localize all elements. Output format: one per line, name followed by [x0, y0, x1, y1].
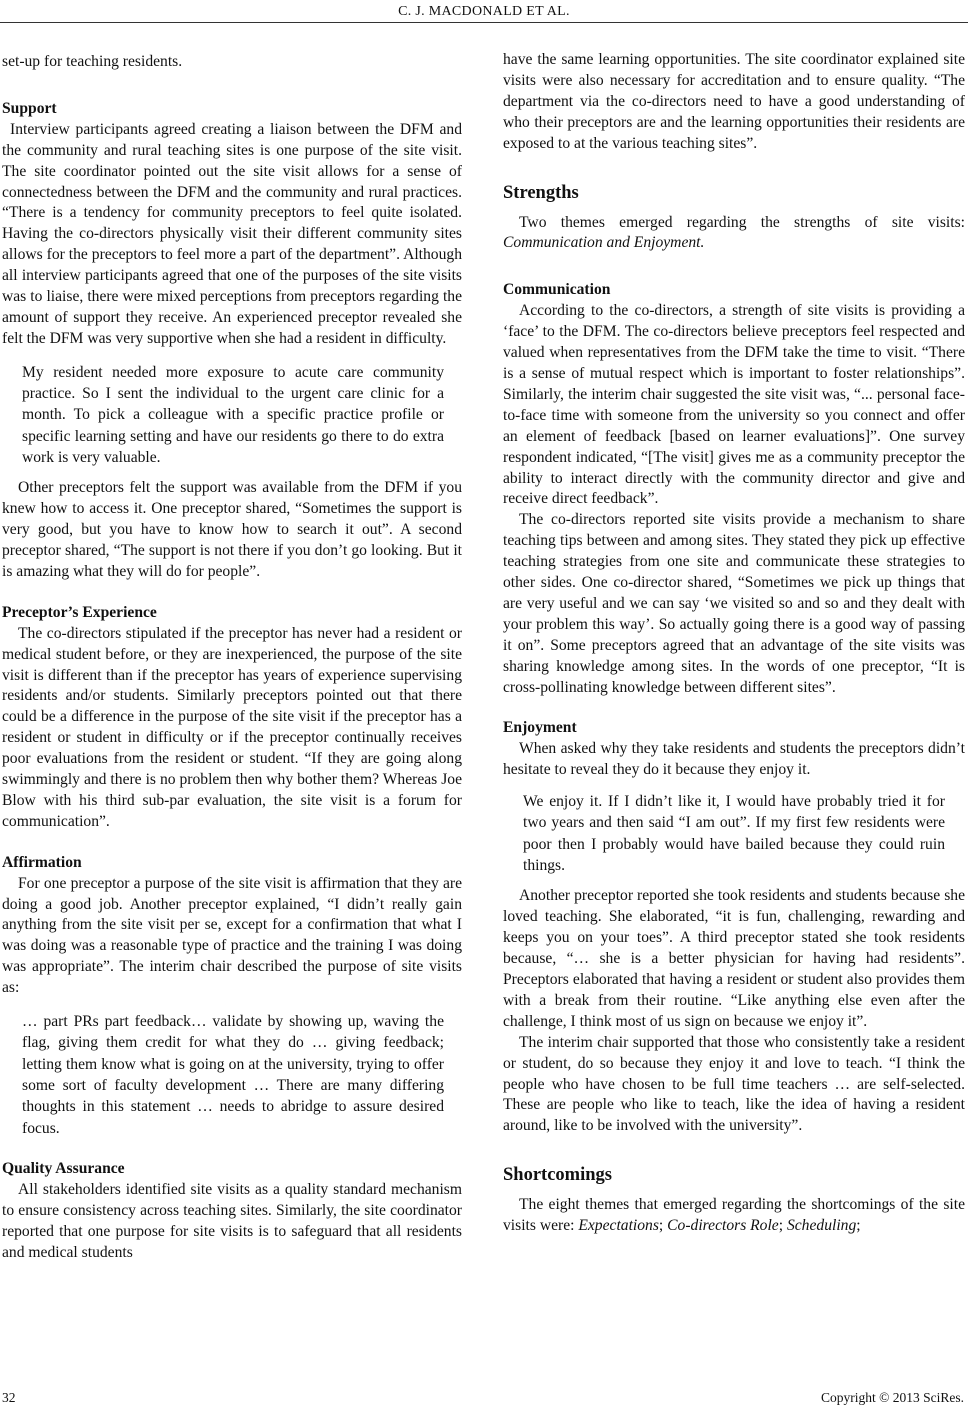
theme-co-directors-role: Co-directors Role [667, 1217, 779, 1235]
spacer [503, 1187, 965, 1195]
heading-affirmation: Affirmation [2, 853, 82, 871]
paragraph-enjoyment-2: Another preceptor reported she took residents and students because she loved teaching. She elaborated, “it is fun, challenging, rewarding and keeps you on your toes”. A third preceptor stated she took residents because, “… she is a better physician for having had residents”. Preceptors elaborated that having a resident or student also provides them with a break from their routine. “Like anything else even after the challenge, I think most of us sign on because we enjoy it”. [503, 887, 965, 1030]
strengths-themes: Communication and Enjoyment. [503, 234, 705, 252]
paragraph-support-1: Interview participants agreed creating a liaison between the DFM and the community and rural teaching sites is one purpose of the site visit. The site coordinator pointed out the site visit allows for a sense of connectedness between the DFM and the community and rural practices. “There is a tendency for community preceptors to feel quite isolated. Having the co-directors physically visit their different community sites allows for the preceptors to feel more a part of the department”. Although all interview participants agreed that one of the purposes of the site visits was to liaise, there were mixed perceptions from preceptors regarding the amount of support they receive. An experienced preceptor revealed she felt the DFM was very supportive when she had a resident in difficulty. [2, 120, 462, 347]
quote-enjoyment: We enjoy it. If I didn’t like it, I would have probably tried it for two years and then said “I am out”. If my first few residents were poor then I probably would have bailed because they could ruin things. [523, 793, 945, 875]
right-column [503, 50, 965, 1237]
paragraph-affirmation-1: For one preceptor a purpose of the site visit is affirmation that they are doing a good job. Another preceptor explained, “I didn’t really gain anything from the site visit per se, except for a confirmation that what I was doing was a reasonable type of practice and the training I was doing was appropriate”. The interim chair described the purpose of site visits as: [2, 874, 462, 997]
page-number: 32 [2, 1390, 16, 1405]
spacer [503, 155, 965, 181]
theme-separator: ; [658, 1217, 668, 1235]
spacer [2, 1151, 462, 1159]
heading-enjoyment: Enjoyment [503, 719, 577, 737]
spacer [503, 205, 965, 213]
heading-shortcomings: Shortcomings [503, 1165, 612, 1186]
quote-support: My resident needed more exposure to acute care community practice. So I sent the individual to the urgent care clinic for a month. To pick a colleague with a specific practice profile or specific learning setting and have our residents go there to do extra work is very valuable. [22, 363, 444, 466]
running-head: C. J. MACDONALD ET AL. [398, 4, 570, 19]
heading-communication: Communication [503, 281, 611, 299]
paragraph-communication-1: According to the co-directors, a strength of site visits is providing a ‘face’ to the DFM. The co-directors believe preceptors feel respected and valued when representatives from the DFM take the time to visit. “There is a sense of mutual respect which is important to foster relationships”. Similarly, the interim chair suggested the site visit was, “... personal face-to-face time with someone from the university so you connect and offer an element of feedback [based on learner evaluations]”. One survey respondent indicated, “[The visit] gives me as a community preceptor the ability to interact directly with the community director and give and receive direct feedback”. [503, 302, 965, 508]
paragraph-continued: have the same learning opportunities. The site coordinator explained site visits were also necessary for accreditation and to ensure quality. “The department via the co-directors need to have a good understanding of who their preceptors are and the learning opportunities their residents are exposed to at the various teaching sites”. [503, 51, 965, 152]
theme-tail: ; [856, 1217, 861, 1235]
theme-scheduling: Scheduling [786, 1217, 857, 1235]
paragraph-experience-1: The co-directors stipulated if the preceptor has never had a resident or medical student before, or they are inexperienced, the purpose of the site visit is different than if the preceptor has years of experience supervising residents and/or students. Similarly preceptors pointed out that there could be a difference in the purpose of the site visit if the preceptor has a resident or student in difficulty or if the preceptor continually receives poor evaluations from the resident or student. “If they are going along swimmingly and there is no problem then why bother them? Whereas Joe Blow with his third sub-par evaluation, the site visit is a forum for communication”. [2, 624, 462, 830]
spacer [503, 698, 965, 718]
shortcomings-lead: The eight themes that emerged regarding the shortcomings of the site visits were: [503, 1196, 965, 1235]
theme-expectations: Expectations [578, 1217, 659, 1235]
heading-support: Support [2, 99, 57, 117]
heading-preceptor-experience: Preceptor’s Experience [2, 603, 157, 621]
paragraph-communication-2: The co-directors reported site visits provide a mechanism to share teaching tips between and among sites. They stated they pick up effective teaching strategies from one site and communicate these strategies to other sides. One co-director shared, “Sometimes we pick up things that are very useful and we can say ‘we visited so and so and they dealt with your problem this way’. So actually going there is a good way of passing it on”. Some preceptors agreed that an advantage of the site visits was sharing knowledge among sites. In the words of one preceptor, “It is cross-pollinating knowledge between different sites”. [503, 511, 965, 696]
theme-separator: ; [778, 1217, 787, 1235]
paragraph-quality-1: All stakeholders identified site visits as a quality standard mechanism to ensure consistency across teaching sites. Similarly, the site coordinator reported that one purpose for site visits is to safeguard that all residents and medical students [2, 1180, 462, 1261]
spacer [2, 73, 462, 99]
left-column [2, 52, 462, 1263]
spacer [2, 583, 462, 603]
paragraph-shortcomings [503, 1195, 965, 1237]
spacer [2, 833, 462, 853]
paragraph-strengths [503, 213, 965, 255]
spacer [503, 254, 965, 280]
paragraph-setup: set-up for teaching residents. [2, 53, 183, 70]
strengths-lead: Two themes emerged regarding the strengths of site visits: [519, 213, 965, 231]
paragraph-support-2: Other preceptors felt the support was available from the DFM if you knew how to access it. One preceptor shared, “Sometimes the support is very good, but you have to know how to search it out”. A second preceptor shared, “The support is not there if you don’t go looking. But it is amazing what they will do for people”. [2, 479, 462, 580]
paragraph-enjoyment-3: The interim chair supported that those who consistently take a resident or student, do so because they enjoy it and love to teach. “I think the people who have chosen to be full time teachers … are self-selected. These are people who like to teach, like the idea of having a resident around, like to be involved with the university”. [503, 1033, 965, 1135]
paragraph-enjoyment-1: When asked why they take residents and students the preceptors didn’t hesitate to reveal they do it because they enjoy it. [503, 740, 965, 779]
spacer [503, 1137, 965, 1163]
header-rule [0, 22, 968, 23]
quote-affirmation: … part PRs part feedback… validate by showing up, waving the flag, giving them credit for what they do … giving feedback; letting them know what is going on at the university, trying to offer some sort of faculty development … There are many differing thoughts in this statement … needs to abridge to assure desired focus. [22, 1013, 444, 1137]
heading-strengths: Strengths [503, 182, 579, 203]
heading-quality-assurance: Quality Assurance [2, 1159, 125, 1177]
copyright-notice: Copyright © 2013 SciRes. [820, 1390, 964, 1405]
